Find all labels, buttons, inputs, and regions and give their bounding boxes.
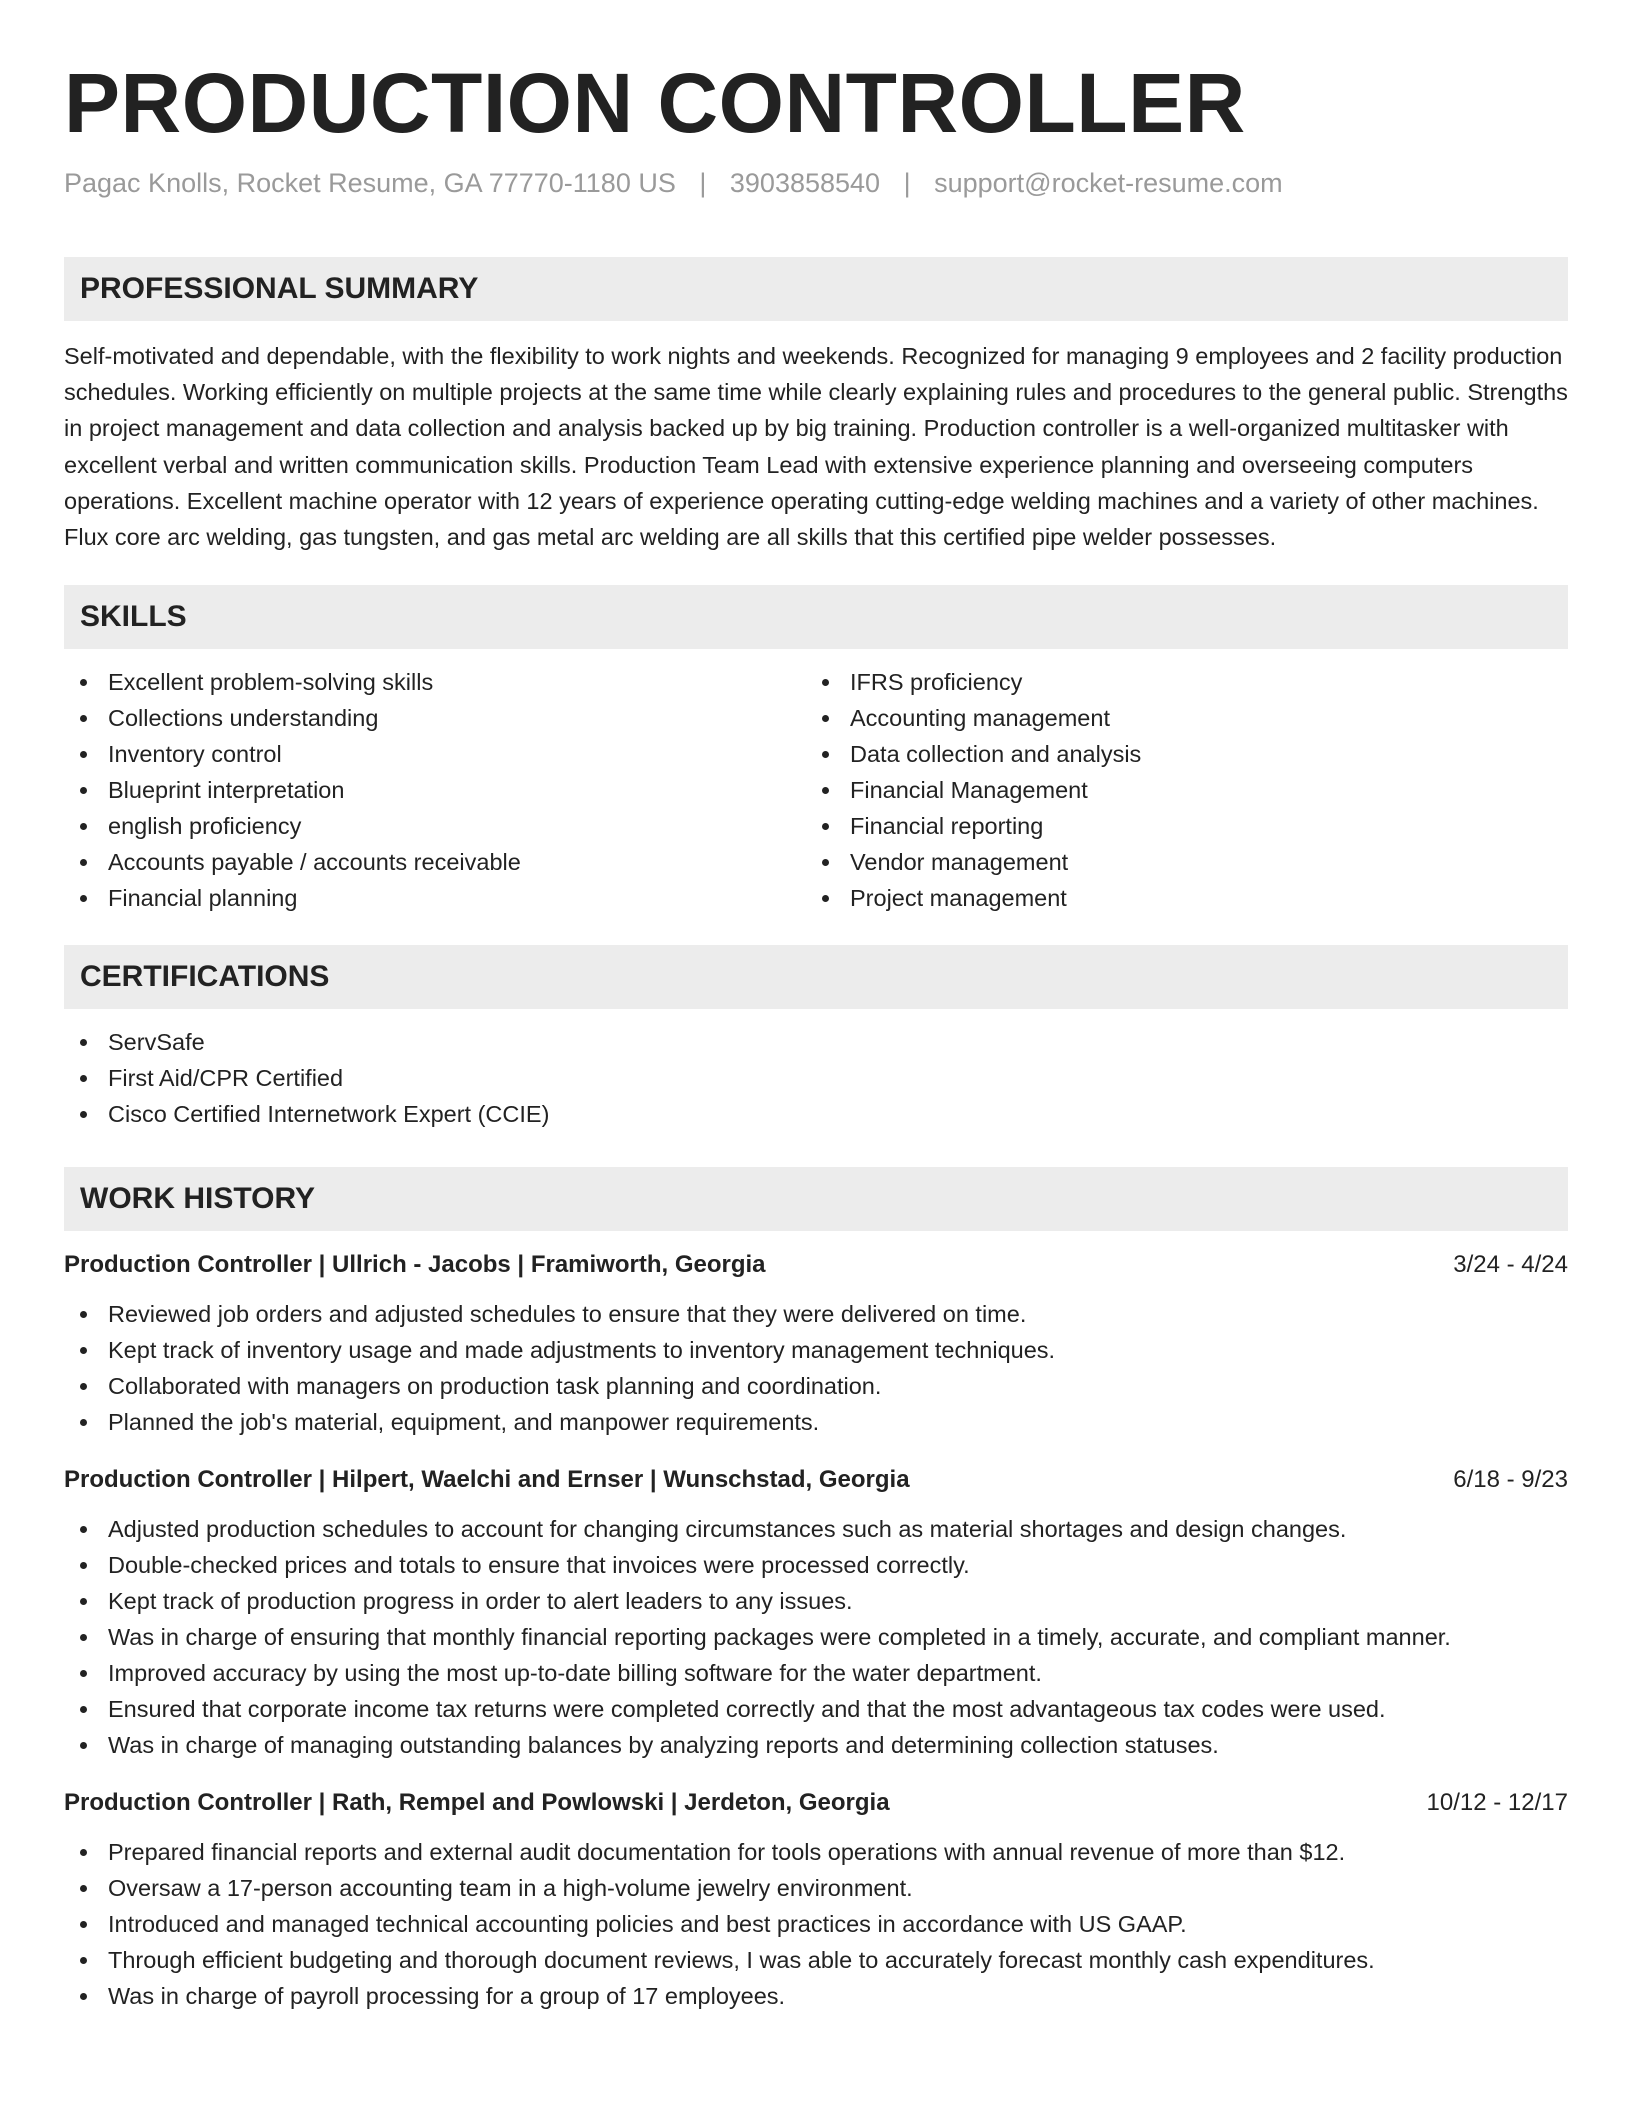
skill-item: Collections understanding: [64, 700, 806, 736]
section-heading-work-history: WORK HISTORY: [64, 1167, 1568, 1231]
job-title: Production Controller | Ullrich - Jacobs | Framiworth, Georgia: [64, 1251, 766, 1279]
skill-item: english proficiency: [64, 808, 806, 844]
job-dates: 3/24 - 4/24: [1453, 1251, 1568, 1279]
skill-item: Financial reporting: [806, 808, 1548, 844]
resume-page: [64, 0, 1568, 2014]
job-bullet: Was in charge of ensuring that monthly financial reporting packages were completed in a timely, accurate, and compliant manner.: [64, 1619, 1568, 1655]
skill-item: Vendor management: [806, 844, 1548, 880]
skill-item: Project management: [806, 880, 1548, 916]
skill-item: Financial planning: [64, 880, 806, 916]
skills-column-right: [806, 664, 1548, 916]
skill-item: Financial Management: [806, 772, 1548, 808]
job-bullet: Kept track of inventory usage and made adjustments to inventory management techniques.: [64, 1332, 1568, 1368]
skills-grid: [64, 664, 1568, 916]
skill-item: Excellent problem-solving skills: [64, 664, 806, 700]
contact-email: support@rocket-resume.com: [934, 167, 1283, 198]
job-bullet: Improved accuracy by using the most up-to-date billing software for the water department.: [64, 1655, 1568, 1691]
summary-text: Self-motivated and dependable, with the flexibility to work nights and weekends. Recognized for managing 9 employees and 2 facility production schedules. Working efficiently on multiple projects at the same time while clearly explaining rules and procedures to the general public. Strengths in project management and data collection and analysis backed up by big training. Production controller is a well-organized multitasker with excellent verbal and written communication skills. Production Team Lead with extensive experience planning and overseeing computers operations. Excellent machine operator with 12 years of experience operating cutting-edge welding machines and a variety of other machines. Flux core arc welding, gas tungsten, and gas metal arc welding are all skills that this certified pipe welder possesses.: [64, 342, 1568, 551]
skill-item: IFRS proficiency: [806, 664, 1548, 700]
contact-separator: |: [699, 167, 707, 198]
section-heading-skills: SKILLS: [64, 585, 1568, 649]
job-bullets: [64, 1834, 1568, 2014]
job-title: Production Controller | Rath, Rempel and Powlowski | Jerdeton, Georgia: [64, 1789, 890, 1817]
contact-phone: 3903858540: [729, 167, 881, 198]
certification-item: First Aid/CPR Certified: [64, 1060, 1568, 1096]
job-bullet: Kept track of production progress in order to alert leaders to any issues.: [64, 1583, 1568, 1619]
job-header: [64, 1786, 1568, 1820]
job-bullet: Double-checked prices and totals to ensure that invoices were processed correctly.: [64, 1547, 1568, 1583]
job-bullet: Ensured that corporate income tax returns were completed correctly and that the most advantageous tax codes were used.: [64, 1691, 1568, 1727]
contact-line: [64, 166, 1568, 201]
job-bullet: Oversaw a 17-person accounting team in a high-volume jewelry environment.: [64, 1870, 1568, 1906]
job-header: [64, 1248, 1568, 1282]
job-dates: 10/12 - 12/17: [1426, 1789, 1568, 1817]
certification-item: ServSafe: [64, 1024, 1568, 1060]
job-entry: [64, 1463, 1568, 1763]
section-heading-summary: PROFESSIONAL SUMMARY: [64, 257, 1568, 321]
skill-item: Inventory control: [64, 736, 806, 772]
job-bullet: Through efficient budgeting and thorough document reviews, I was able to accurately forecast monthly cash expenditures.: [64, 1942, 1568, 1978]
job-bullets: [64, 1511, 1568, 1763]
job-bullet: Was in charge of managing outstanding balances by analyzing reports and determining collection statuses.: [64, 1727, 1568, 1763]
job-bullet: Reviewed job orders and adjusted schedules to ensure that they were delivered on time.: [64, 1296, 1568, 1332]
contact-separator: |: [903, 167, 911, 198]
skills-column-left: [64, 664, 806, 916]
certifications-list: [64, 1024, 1568, 1132]
job-entry: [64, 1786, 1568, 2014]
skill-item: Accounts payable / accounts receivable: [64, 844, 806, 880]
job-bullet: Planned the job's material, equipment, and manpower requirements.: [64, 1404, 1568, 1440]
job-dates: 6/18 - 9/23: [1453, 1466, 1568, 1494]
skill-item: Data collection and analysis: [806, 736, 1548, 772]
job-entry: [64, 1248, 1568, 1440]
skill-item: Blueprint interpretation: [64, 772, 806, 808]
job-bullet: Prepared financial reports and external audit documentation for tools operations with annual revenue of more than $12.: [64, 1834, 1568, 1870]
contact-address: Pagac Knolls, Rocket Resume, GA 77770-1180 US: [64, 167, 676, 198]
certification-item: Cisco Certified Internetwork Expert (CCIE): [64, 1096, 1568, 1132]
job-bullet: Collaborated with managers on production task planning and coordination.: [64, 1368, 1568, 1404]
job-bullet: Introduced and managed technical accounting policies and best practices in accordance with US GAAP.: [64, 1906, 1568, 1942]
job-bullet: Was in charge of payroll processing for a group of 17 employees.: [64, 1978, 1568, 2014]
section-heading-certifications: CERTIFICATIONS: [64, 945, 1568, 1009]
job-title: Production Controller | Hilpert, Waelchi and Ernser | Wunschstad, Georgia: [64, 1466, 910, 1494]
job-bullet: Adjusted production schedules to account for changing circumstances such as material shortages and design changes.: [64, 1511, 1568, 1547]
skill-item: Accounting management: [806, 700, 1548, 736]
job-bullets: [64, 1296, 1568, 1440]
resume-name: PRODUCTION CONTROLLER: [64, 56, 1246, 150]
job-header: [64, 1463, 1568, 1497]
